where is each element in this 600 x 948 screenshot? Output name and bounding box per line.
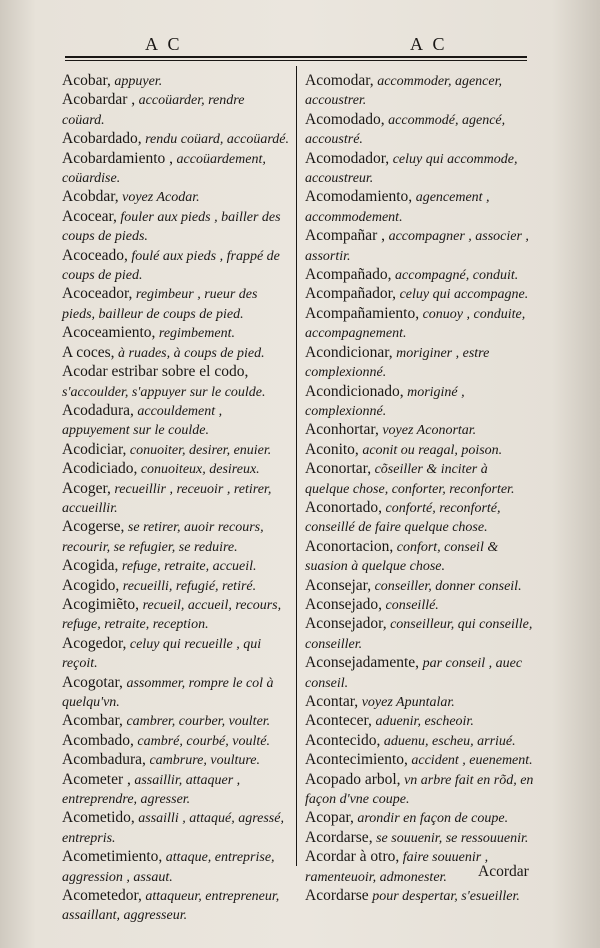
dictionary-entry: [305, 693, 535, 712]
dictionary-entry: [305, 771, 535, 810]
dictionary-entry: [305, 383, 535, 422]
definition: voyez Apuntalar.: [358, 695, 455, 710]
dictionary-entry: [62, 130, 290, 149]
headword: Aconsejadamente,: [305, 654, 420, 672]
headword: Acordarse: [305, 887, 369, 905]
definition: cambrure, voulture.: [145, 753, 260, 769]
dictionary-entry: [305, 227, 535, 266]
headword: Acometido,: [62, 809, 135, 827]
definition: assaillir, attaquer , entreprendre, agresser.: [62, 772, 241, 808]
definition: accouldement , appuyement sur le coulde.: [62, 403, 223, 439]
definition: faire souuenir , ramenteuoir, admonester.: [305, 850, 489, 885]
headword: Acombado,: [62, 731, 134, 749]
dictionary-entry: [305, 809, 535, 828]
headword: Acondicionar,: [305, 343, 393, 361]
dictionary-entry: [305, 887, 535, 906]
headword: Acordar à otro,: [305, 848, 400, 866]
headword: Acometedor,: [62, 887, 142, 905]
dictionary-entry: [305, 577, 535, 596]
definition: regimbeur , rueur des pieds, bailleur de coups de pied.: [62, 287, 258, 322]
headword: Acontar,: [305, 693, 359, 710]
definition: conseillé.: [382, 597, 439, 613]
dictionary-entry: [305, 499, 535, 538]
dictionary-entry: [305, 751, 535, 770]
dictionary-entry: [62, 518, 290, 557]
definition: celuy qui recueille , qui reçoit.: [62, 636, 262, 672]
headword: Acontecimiento,: [305, 751, 408, 769]
headword: Acodadura,: [62, 401, 134, 419]
headword: Acoceador,: [62, 285, 133, 303]
definition: appuyer.: [110, 74, 163, 89]
headword: Acontecer,: [305, 712, 372, 730]
dictionary-entry: [62, 150, 290, 189]
dictionary-entry: [305, 188, 535, 227]
headword: Acobardado,: [62, 130, 142, 148]
headword: Acodiciado,: [62, 460, 138, 478]
dictionary-entry: [62, 596, 290, 635]
definition: celuy qui accompagne.: [396, 287, 529, 303]
dictionary-entry: [62, 344, 290, 363]
dictionary-entry: [62, 324, 290, 343]
dictionary-entry: [62, 363, 290, 402]
definition: accoüardement, coüardise.: [62, 151, 266, 187]
dictionary-entry: [305, 421, 535, 440]
headword: Acondicionado,: [305, 382, 404, 400]
header-rule-thin: [65, 60, 527, 61]
definition: foulé aux pieds , frappé de coups de pied.: [62, 248, 280, 284]
definition: regimbement.: [155, 326, 235, 342]
definition: voyez Acodar.: [118, 190, 200, 206]
dictionary-entry: [62, 848, 290, 887]
dictionary-entry: [305, 596, 535, 615]
dictionary-entry: [305, 829, 535, 848]
headword: Acogido,: [62, 576, 120, 594]
headword: Acodar estribar sobre el codo,: [62, 363, 249, 381]
headword: Aconortar,: [305, 460, 372, 478]
dictionary-entry: [305, 441, 535, 460]
definition: pour despertar, s'esueiller.: [368, 889, 520, 905]
definition: celuy qui accommode, accoustreur.: [305, 151, 518, 187]
headword: Acombadura,: [62, 751, 146, 769]
dictionary-entry: [62, 751, 290, 770]
definition: attaqueur, entrepreneur, assaillant, aggresseur.: [62, 889, 280, 924]
definition: conseiller, donner conseil.: [371, 578, 522, 594]
dictionary-entry: [305, 654, 535, 693]
headword: Acomodador,: [305, 149, 390, 167]
definition: assommer, rompre le col à quelqu'vn.: [62, 675, 274, 710]
catchword: Acordar: [478, 863, 529, 880]
definition: conuoiter, desirer, enuier.: [126, 442, 272, 458]
dictionary-entry: [62, 188, 290, 207]
definition: aconit ou reagal, poison.: [358, 442, 503, 458]
headword: Aconito,: [305, 440, 359, 458]
dictionary-entry: [305, 460, 535, 499]
header-rule: [65, 56, 527, 58]
headword: Acogedor,: [62, 634, 127, 652]
definition: accommodé, agencé, accoustré.: [305, 112, 506, 148]
definition: se retirer, auoir recours, recourir, se refugier, se reduire.: [62, 520, 264, 555]
headword: Acogida,: [62, 557, 119, 575]
definition: aduenir, escheoir.: [371, 714, 474, 730]
headword: Acoger,: [62, 479, 111, 497]
dictionary-entry: [305, 712, 535, 731]
definition: cõseiller & inciter à quelque chose, conforter, reconforter.: [305, 462, 515, 497]
definition: fouler aux pieds , bailler des coups de pieds.: [62, 209, 281, 245]
headword: Acobar,: [62, 72, 111, 89]
headword: Aconsejar,: [305, 576, 372, 594]
dictionary-entry: [62, 285, 290, 324]
dictionary-entry: [62, 72, 290, 91]
headword: Acomodamiento,: [305, 188, 413, 206]
definition: arondir en façon de coupe.: [353, 811, 509, 827]
definition: par conseil , auec conseil.: [305, 656, 523, 691]
definition: conforté, reconforté, conseillé de faire quelque chose.: [305, 500, 501, 536]
dictionary-entry: [305, 732, 535, 751]
definition: assailli , attaqué, agressé, entrepris.: [62, 811, 284, 846]
definition: accoüarder, rendre coüard.: [62, 93, 245, 128]
headword: Aconhortar,: [305, 421, 379, 439]
dictionary-entry: [62, 441, 290, 460]
headword: Acomodar,: [305, 72, 374, 89]
headword: Acocear,: [62, 207, 117, 225]
dictionary-entry: [305, 285, 535, 304]
dictionary-entry: [305, 615, 535, 654]
dictionary-entry: [62, 809, 290, 848]
dictionary-entry: [305, 344, 535, 383]
dictionary-entry: [62, 208, 290, 247]
definition: aduenu, escheu, arriué.: [380, 733, 516, 749]
dictionary-entry: [62, 771, 290, 810]
dictionary-entry: [62, 91, 290, 130]
dictionary-entry: [305, 72, 535, 111]
definition: moriginé , complexionné.: [305, 384, 465, 419]
definition: agencement , accommodement.: [305, 190, 490, 225]
dictionary-entry: [305, 538, 535, 577]
definition: accident , euenement.: [407, 753, 533, 769]
definition: recueillir , receuoir , retirer, accueillir.: [62, 481, 272, 516]
dictionary-entry: [305, 266, 535, 285]
headword: Acompañamiento,: [305, 304, 420, 322]
definition: conuoiteux, desireux.: [137, 462, 260, 478]
running-header-right: A C: [410, 34, 448, 54]
definition: recueilli, refugié, retiré.: [119, 578, 257, 594]
headword: Acogimiẽto,: [62, 595, 140, 613]
headword: Acompañado,: [305, 266, 392, 284]
running-header-left: A C: [145, 34, 183, 54]
definition: attaque, entreprise, aggression , assaut.: [62, 850, 275, 885]
headword: Acompañador,: [305, 285, 397, 303]
dictionary-entry: [62, 480, 290, 519]
headword: Acoceado,: [62, 246, 128, 264]
dictionary-entry: [305, 305, 535, 344]
dictionary-entry: [62, 674, 290, 713]
definition: refuge, retraite, accueil.: [118, 559, 257, 575]
headword: Acometer ,: [62, 770, 131, 788]
right-column: [305, 72, 535, 906]
definition: conuoy , conduite, accompagnement.: [305, 306, 526, 342]
dictionary-entry: [305, 111, 535, 150]
headword: Acontecido,: [305, 731, 381, 749]
headword: Acobdar,: [62, 188, 119, 206]
headword: Acobardar ,: [62, 91, 136, 109]
headword: Acogerse,: [62, 518, 125, 536]
dictionary-entry: [62, 712, 290, 731]
definition: conseilleur, qui conseille, conseiller.: [305, 617, 533, 652]
definition: cambré, courbé, voulté.: [133, 733, 270, 749]
dictionary-entry: [62, 460, 290, 479]
headword: Acogotar,: [62, 673, 123, 691]
dictionary-entry: [62, 577, 290, 596]
headword: Acombar,: [62, 712, 123, 730]
definition: moriginer , estre complexionné.: [305, 345, 490, 381]
headword: Acopado arbol,: [305, 770, 401, 788]
definition: à ruades, à coups de pied.: [114, 345, 265, 361]
headword: Aconsejado,: [305, 595, 383, 613]
headword: Acompañar ,: [305, 227, 386, 245]
definition: rendu coüard, accoüardé.: [141, 132, 289, 148]
definition: s'accoulder, s'appuyer sur le coulde.: [62, 384, 266, 400]
headword: Acobardamiento ,: [62, 149, 174, 167]
headword: Acordarse,: [305, 828, 373, 846]
column-divider: [296, 66, 297, 866]
definition: cambrer, courber, voulter.: [122, 714, 271, 730]
dictionary-entry: [62, 402, 290, 441]
headword: Acomodado,: [305, 110, 385, 128]
definition: accompagner , associer , assortir.: [305, 229, 529, 264]
headword: Acometimiento,: [62, 848, 163, 866]
dictionary-entry: [62, 557, 290, 576]
definition: se souuenir, se ressouuenir.: [372, 830, 529, 846]
dictionary-entry: [62, 635, 290, 674]
definition: accommoder, agencer, accoustrer.: [305, 74, 502, 109]
headword: Aconortacion,: [305, 537, 394, 555]
headword: Acoceamiento,: [62, 324, 156, 342]
definition: recueil, accueil, recours, refuge, retraite, reception.: [62, 597, 282, 633]
definition: voyez Aconortar.: [378, 423, 477, 439]
dictionary-entry: [62, 887, 290, 926]
left-column: [62, 72, 290, 926]
dictionary-entry: [62, 732, 290, 751]
headword: A coces,: [62, 343, 115, 361]
definition: accompagné, conduit.: [391, 268, 519, 284]
headword: Aconortado,: [305, 498, 383, 516]
dictionary-entry: [305, 150, 535, 189]
headword: Acopar,: [305, 809, 354, 827]
definition: vn arbre fait en rõd, en façon d'vne coupe.: [305, 772, 534, 808]
definition: confort, conseil & suasion à quelque chose.: [305, 539, 499, 575]
headword: Acodiciar,: [62, 440, 127, 458]
headword: Aconsejador,: [305, 615, 387, 633]
dictionary-entry: [62, 247, 290, 286]
